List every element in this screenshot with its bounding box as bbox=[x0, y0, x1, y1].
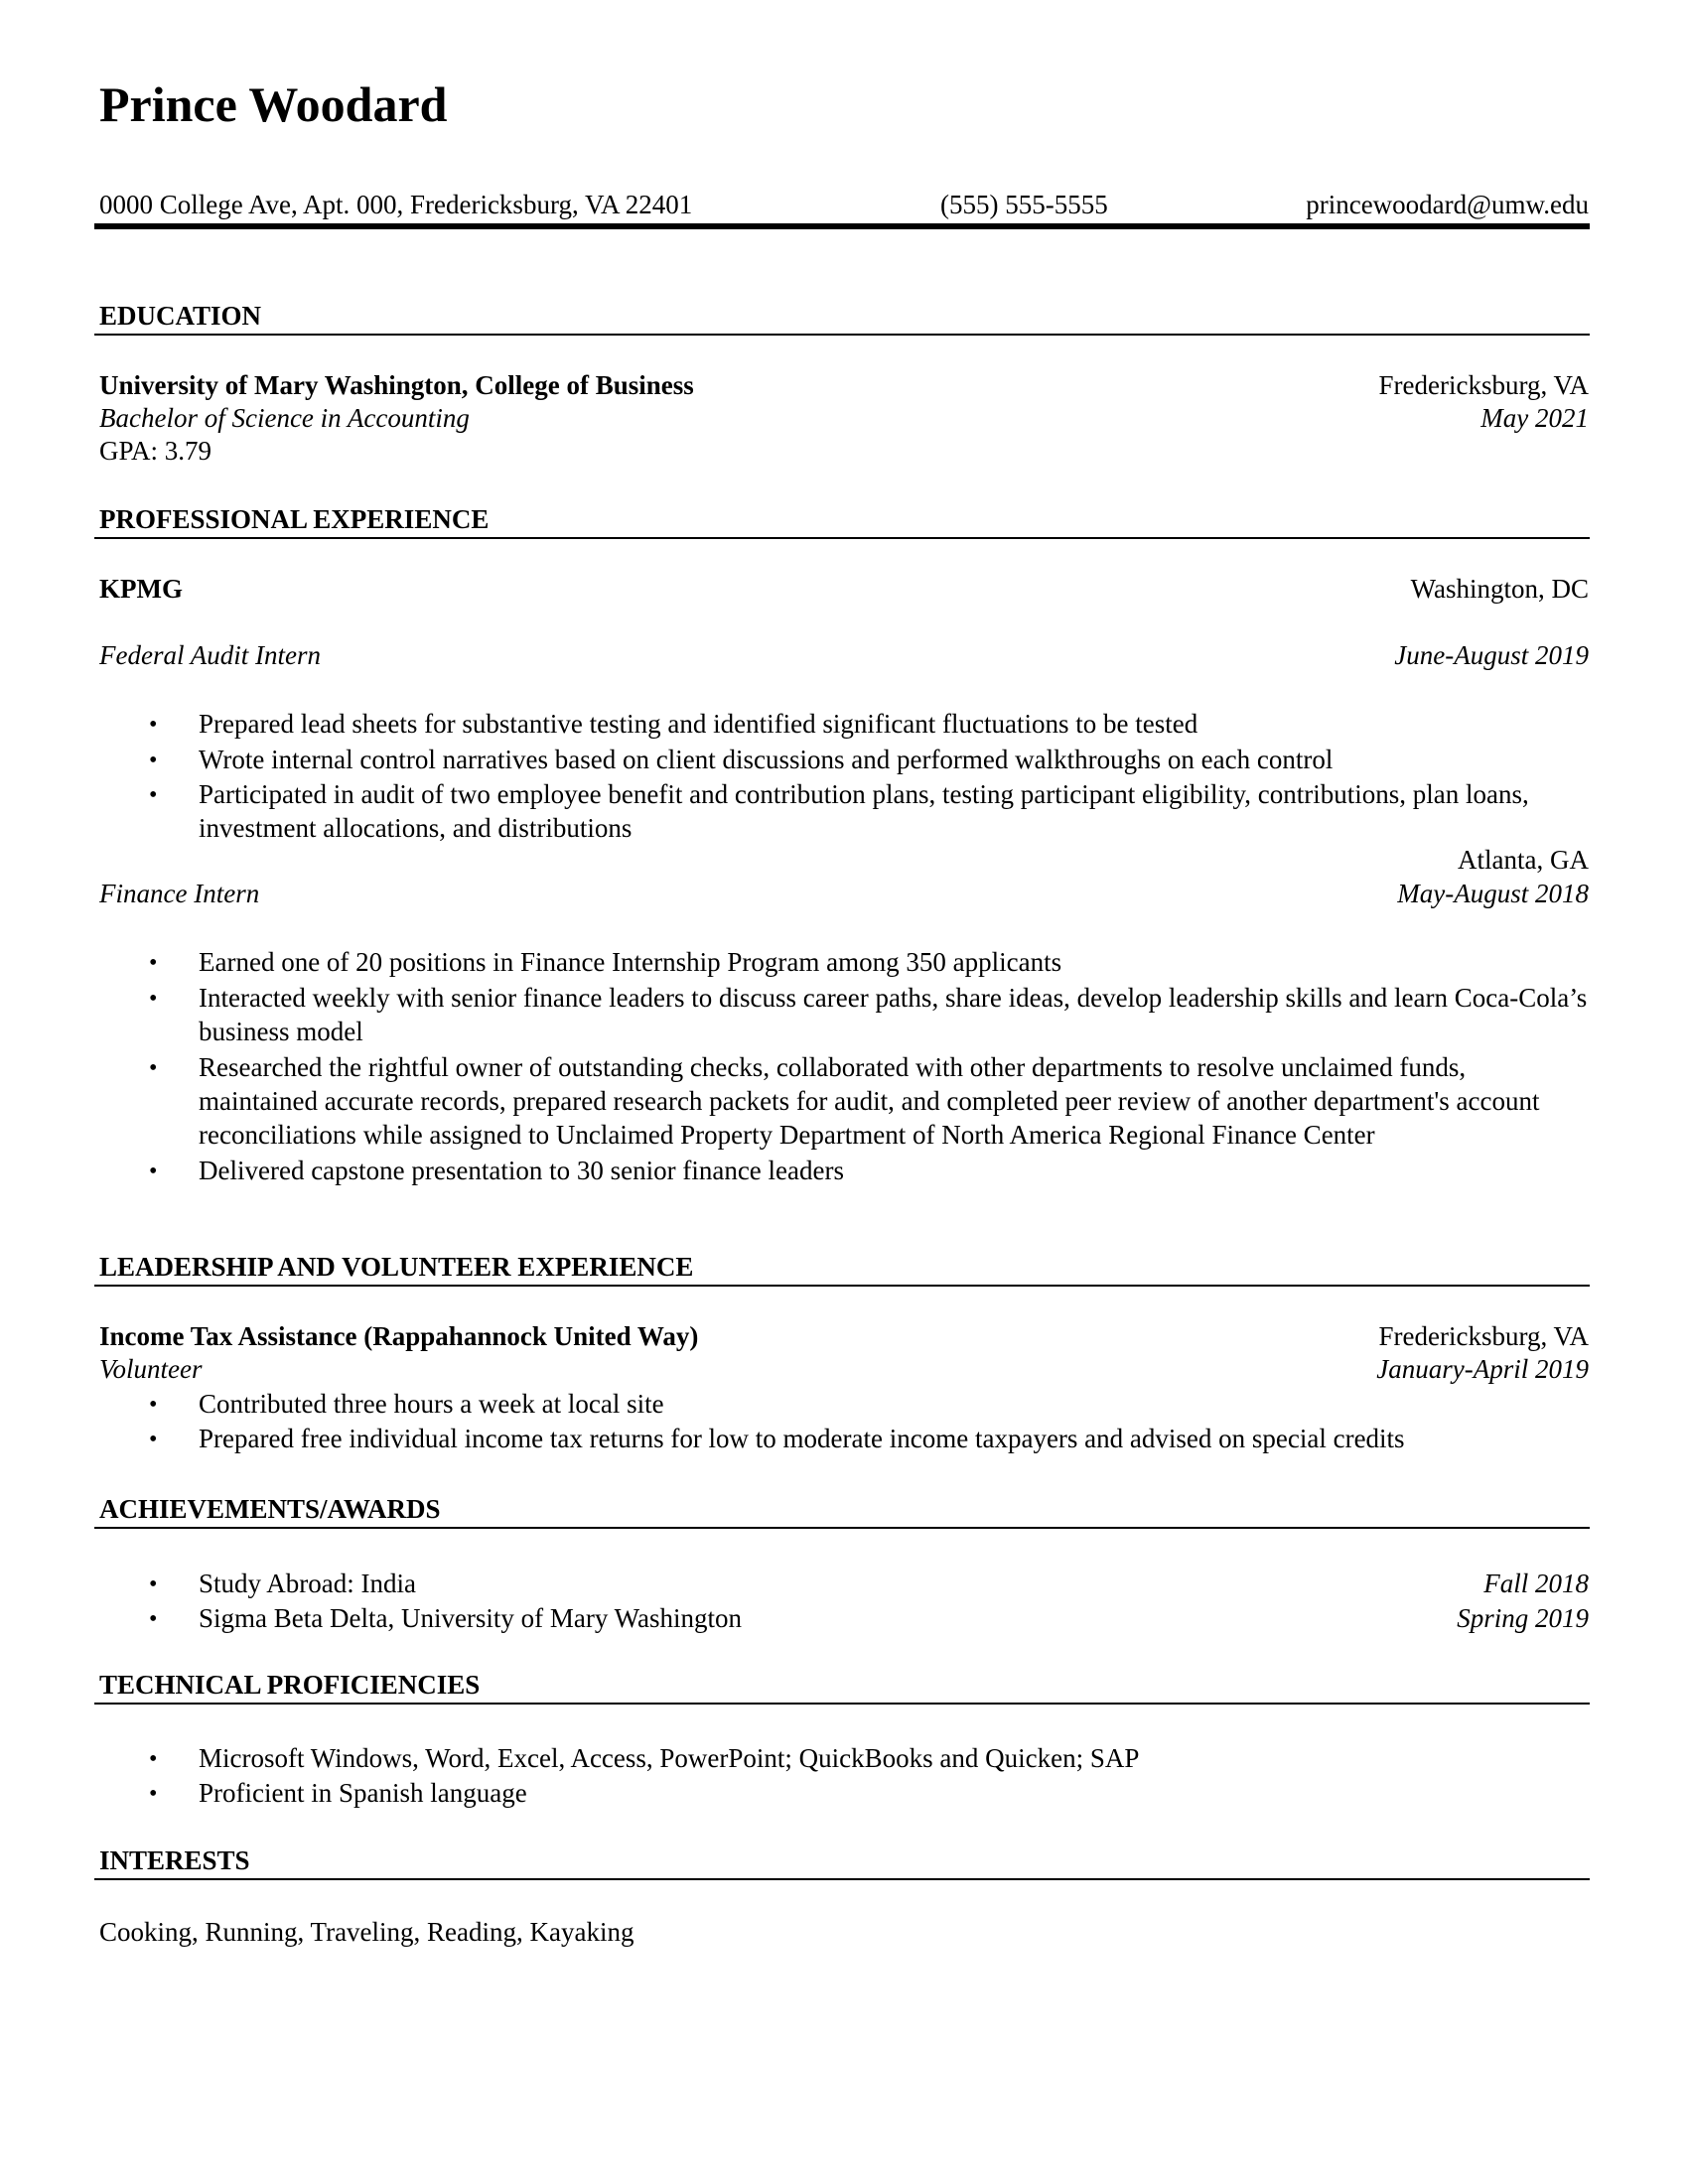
list-item: Study Abroad: India bbox=[199, 1569, 416, 1598]
bullet-glyph: • bbox=[149, 1781, 158, 1807]
experience-company: KPMG bbox=[99, 574, 183, 604]
list-item: Sigma Beta Delta, University of Mary Washington bbox=[199, 1603, 742, 1633]
section-heading-awards: ACHIEVEMENTS/AWARDS bbox=[99, 1494, 441, 1524]
section-divider-leadership bbox=[94, 1285, 1590, 1287]
section-divider-experience bbox=[94, 537, 1590, 539]
leadership-date: January-April 2019 bbox=[1376, 1354, 1589, 1384]
bullet-glyph: • bbox=[149, 782, 158, 808]
list-item: Microsoft Windows, Word, Excel, Access, PowerPoint; QuickBooks and Quicken; SAP bbox=[199, 1743, 1140, 1773]
section-heading-technical: TECHNICAL PROFICIENCIES bbox=[99, 1670, 481, 1700]
section-divider-awards bbox=[94, 1527, 1590, 1529]
bullet-glyph: • bbox=[149, 1159, 158, 1184]
bullet-glyph: • bbox=[149, 1606, 158, 1632]
interests-text: Cooking, Running, Traveling, Reading, Kayaking bbox=[99, 1917, 634, 1947]
list-item: Interacted weekly with senior finance leaders to discuss career paths, share ideas, develop leadership skills and learn Coca-Cola’s business model bbox=[199, 983, 1588, 1046]
leadership-role: Volunteer bbox=[99, 1354, 203, 1384]
list-item: Contributed three hours a week at local site bbox=[199, 1389, 664, 1419]
section-divider-interests bbox=[94, 1878, 1590, 1880]
section-divider-education bbox=[94, 334, 1590, 336]
leadership-location: Fredericksburg, VA bbox=[1378, 1321, 1589, 1351]
education-degree: Bachelor of Science in Accounting bbox=[99, 403, 470, 433]
bullet-glyph: • bbox=[149, 748, 158, 773]
contact-email[interactable]: princewoodard@umw.edu bbox=[1306, 190, 1589, 219]
award-date: Fall 2018 bbox=[1483, 1569, 1589, 1598]
education-location: Fredericksburg, VA bbox=[1378, 370, 1589, 400]
contact-phone: (555) 555-5555 bbox=[940, 190, 1108, 219]
bullet-glyph: • bbox=[149, 950, 158, 976]
bullet-glyph: • bbox=[149, 1746, 158, 1772]
bullet-glyph: • bbox=[149, 1427, 158, 1452]
list-item: Wrote internal control narratives based on client discussions and performed walkthroughs on each control bbox=[199, 745, 1334, 774]
section-heading-experience: PROFESSIONAL EXPERIENCE bbox=[99, 504, 490, 534]
role-date: June-August 2019 bbox=[1394, 640, 1589, 670]
list-item: Participated in audit of two employee benefit and contribution plans, testing participant eligibility, contributions, plan loans, investment allocations, and distributions bbox=[199, 779, 1529, 843]
role-date: May-August 2018 bbox=[1397, 879, 1589, 908]
section-heading-leadership: LEADERSHIP AND VOLUNTEER EXPERIENCE bbox=[99, 1252, 694, 1282]
list-item: Researched the rightful owner of outstanding checks, collaborated with other departments to resolve unclaimed funds, maintained accurate records, prepared research packets for audit, and completed peer review of another department's account reconciliations while assigned to Unclaimed Property Department of North America Regional Finance Center bbox=[199, 1052, 1540, 1150]
bullet-glyph: • bbox=[149, 986, 158, 1012]
list-item: Prepared lead sheets for substantive testing and identified significant fluctuations to be tested bbox=[199, 709, 1198, 739]
list-item: Prepared free individual income tax returns for low to moderate income taxpayers and advised on special credits bbox=[199, 1424, 1405, 1453]
section-divider-technical bbox=[94, 1703, 1590, 1705]
contact-address: 0000 College Ave, Apt. 000, Fredericksburg, VA 22401 bbox=[99, 190, 693, 219]
education-gpa: GPA: 3.79 bbox=[99, 436, 212, 466]
bullet-glyph: • bbox=[149, 1055, 158, 1081]
leadership-org: Income Tax Assistance (Rappahannock United Way) bbox=[99, 1321, 699, 1351]
bullet-glyph: • bbox=[149, 1392, 158, 1418]
bullet-glyph: • bbox=[149, 712, 158, 738]
section-heading-education: EDUCATION bbox=[99, 301, 262, 331]
list-item: Delivered capstone presentation to 30 senior finance leaders bbox=[199, 1156, 844, 1185]
role-title: Federal Audit Intern bbox=[99, 640, 321, 670]
role-title: Finance Intern bbox=[99, 879, 260, 908]
list-item: Earned one of 20 positions in Finance Internship Program among 350 applicants bbox=[199, 947, 1062, 977]
experience-company-location: Washington, DC bbox=[1410, 574, 1589, 604]
role-location: Atlanta, GA bbox=[1458, 845, 1589, 875]
candidate-name: Prince Woodard bbox=[99, 76, 448, 132]
bullet-glyph: • bbox=[149, 1571, 158, 1597]
education-date: May 2021 bbox=[1480, 403, 1589, 433]
section-heading-interests: INTERESTS bbox=[99, 1845, 250, 1875]
header-divider bbox=[94, 223, 1590, 229]
education-school: University of Mary Washington, College of Business bbox=[99, 370, 694, 400]
award-date: Spring 2019 bbox=[1457, 1603, 1589, 1633]
list-item: Proficient in Spanish language bbox=[199, 1778, 527, 1808]
